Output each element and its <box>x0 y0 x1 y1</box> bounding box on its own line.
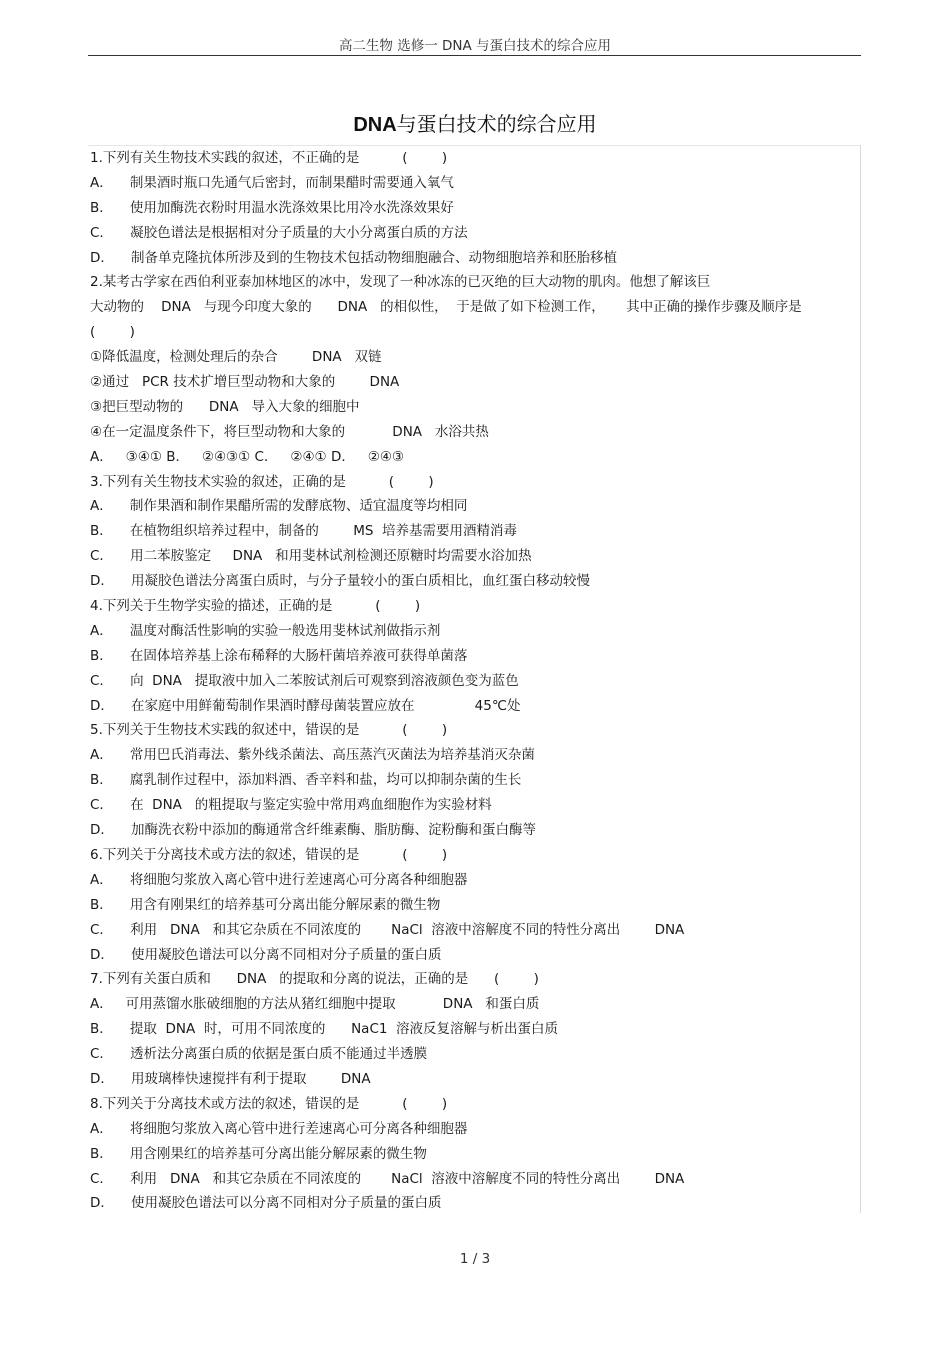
text-line: D． 用玻璃棒快速搅拌有利于提取 DNA <box>90 1070 371 1087</box>
text-line: C． 透析法分离蛋白质的依据是蛋白质不能通过半透膜 <box>90 1046 428 1063</box>
document-title <box>0 108 950 137</box>
text-line: D． 使用凝胶色谱法可以分离不同相对分子质量的蛋白质 <box>90 1195 442 1212</box>
header-rule <box>88 55 861 56</box>
text-line: C． 凝胶色谱法是根据相对分子质量的大小分离蛋白质的方法 <box>90 224 468 241</box>
text-line: C． 用二苯胺鉴定 DNA 和用斐林试剂检测还原糖时均需要水浴加热 <box>90 548 532 565</box>
text-line: 2.某考古学家在西伯利亚泰加林地区的冰中，发现了一种冰冻的已灭绝的巨大动物的肌肉。他想了解该巨 <box>90 274 711 291</box>
text-line: B． 在固体培养基上涂布稀释的大肠杆菌培养液可获得单菌落 <box>90 647 468 664</box>
text-line: B． 用含刚果红的培养基可分离出能分解尿素的微生物 <box>90 1145 427 1162</box>
text-line: ( ) <box>90 324 135 341</box>
text-line: 1.下列有关生物技术实践的叙述，不正确的是 ( ) <box>90 150 448 166</box>
text-line: B． 腐乳制作过程中，添加料酒、香辛料和盐，均可以抑制杂菌的生长 <box>90 772 522 789</box>
text-line: ④在一定温度条件下，将巨型动物和大象的 DNA 水浴共热 <box>90 423 489 440</box>
text-line: B． 使用加酶洗衣粉时用温水洗涤效果比用冷水洗涤效果好 <box>90 199 454 216</box>
page-number: 1 / 3 <box>459 1251 491 1267</box>
question-list <box>90 146 855 1216</box>
text-line: 5.下列关于生物技术实践的叙述中，错误的是 ( ) <box>90 722 448 739</box>
text-line: A． 将细胞匀浆放入离心管中进行差速离心可分离各种细胞器 <box>90 871 468 888</box>
content-frame-right <box>860 145 861 1213</box>
text-line: 3.下列有关生物技术实验的叙述，正确的是 ( ) <box>90 473 434 490</box>
title-rest: 与蛋白技术的综合应用 <box>396 112 597 136</box>
text-line: 4.下列关于生物学实验的描述，正确的是 ( ) <box>90 598 421 615</box>
text-line: B． 提取 DNA 时，可用不同浓度的 NaC1 溶液反复溶解与析出蛋白质 <box>90 1021 559 1038</box>
text-line: D． 使用凝胶色谱法可以分离不同相对分子质量的蛋白质 <box>90 946 442 963</box>
text-line: A． 制果酒时瓶口先通气后密封，而制果醋时需要通入氧气 <box>90 174 454 191</box>
text-line: D． 用凝胶色谱法分离蛋白质时，与分子量较小的蛋白质相比，血红蛋白移动较慢 <box>90 573 591 590</box>
text-line: D． 在家庭中用鲜葡萄制作果酒时酵母菌装置应放在 45℃处 <box>90 697 521 714</box>
text-line: A． ③④① B． ②④③① C． ②④① D． ②④③ <box>90 448 405 465</box>
text-line: A． 可用蒸馏水胀破细胞的方法从猪红细胞中提取 DNA 和蛋白质 <box>90 996 540 1013</box>
text-line: C． 在 DNA 的粗提取与鉴定实验中常用鸡血细胞作为实验材料 <box>90 797 492 814</box>
text-line: ①降低温度，检测处理后的杂合 DNA 双链 <box>90 349 382 366</box>
text-line: A． 制作果酒和制作果醋所需的发酵底物、适宜温度等均相同 <box>90 498 468 515</box>
text-line: C． 利用 DNA 和其它杂质在不同浓度的 NaCl 溶液中溶解度不同的特性分离出 DNA <box>90 1170 685 1187</box>
text-line: B． 在植物组织培养过程中，制备的 MS 培养基需要用酒精消毒 <box>90 523 518 540</box>
text-line: ③把巨型动物的 DNA 导入大象的细胞中 <box>90 398 360 415</box>
text-line: A． 常用巴氏消毒法、紫外线杀菌法、高压蒸汽灭菌法为培养基消灭杂菌 <box>90 747 535 764</box>
text-line: ②通过 PCR 技术扩增巨型动物和大象的 DNA <box>90 374 400 391</box>
text-line: D． 加酶洗衣粉中添加的酶通常含纤维素酶、脂肪酶、淀粉酶和蛋白酶等 <box>90 822 537 839</box>
text-line: C． 向 DNA 提取液中加入二苯胺试剂后可观察到溶液颜色变为蓝色 <box>90 672 519 689</box>
text-line: D． 制备单克隆抗体所涉及到的生物技术包括动物细胞融合、动物细胞培养和胚胎移植 <box>90 249 618 266</box>
page-header: 高二生物 选修一 DNA 与蛋白技术的综合应用 <box>338 38 612 54</box>
text-line: 大动物的 DNA 与现今印度大象的 DNA 的相似性， 于是做了如下检测工作， 其中正确的操作步骤及顺序是 <box>90 299 802 316</box>
text-line: 8.下列关于分离技术或方法的叙述，错误的是 ( ) <box>90 1095 448 1112</box>
text-line: A． 温度对酶活性影响的实验一般选用斐林试剂做指示剂 <box>90 622 441 639</box>
text-line: B． 用含有刚果红的培养基可分离出能分解尿素的微生物 <box>90 896 441 913</box>
title-bold: DNA <box>353 114 397 136</box>
text-line: 7.下列有关蛋白质和 DNA 的提取和分离的说法，正确的是 ( ) <box>90 971 539 988</box>
text-line: C． 利用 DNA 和其它杂质在不同浓度的 NaCl 溶液中溶解度不同的特性分离出 DNA <box>90 921 685 938</box>
text-line: A． 将细胞匀浆放入离心管中进行差速离心可分离各种细胞器 <box>90 1120 468 1137</box>
text-line: 6.下列关于分离技术或方法的叙述，错误的是 ( ) <box>90 846 448 863</box>
